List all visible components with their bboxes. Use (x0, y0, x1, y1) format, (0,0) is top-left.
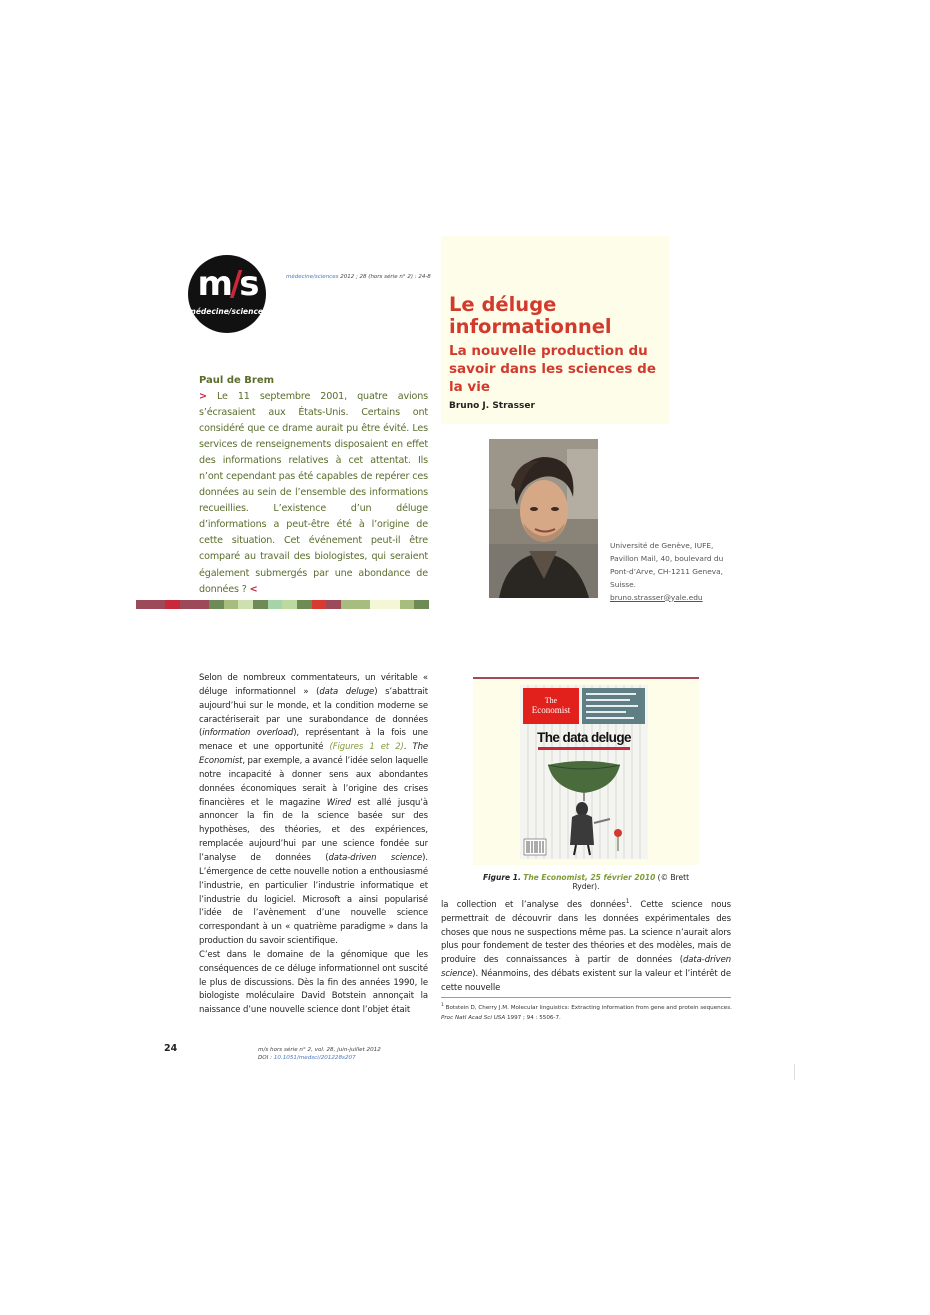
strip-segment (400, 600, 415, 609)
body-column-right: la collection et l’analyse des données$^1$. Cette science nous permettrait de découvrir dans les données expérimentales des choses que nous ne suspections même pas. La science n’aurait alors plus pour fondement de tester des théories et des modèles, mais de produire des connaissances à partir de données (data-driven science). Néanmoins, des débats existent sur la valeur et l’intérêt de cette nouvelle (441, 898, 731, 993)
affiliation-line: Université de Genève, IUFE, (610, 541, 714, 550)
article-subtitle: La nouvelle production du savoir dans les sciences de la vie (449, 343, 656, 395)
strip-segment (414, 600, 429, 609)
doi-link[interactable]: 10.1051/medsci/201228s207 (273, 1055, 356, 1061)
footnote-rule (441, 997, 731, 998)
abstract-text: > Le 11 septembre 2001, quatre avions s’écrasaient aux États-Unis. Certains ont considéré que ce drame aurait pu être évité. Les services de renseignements disposaient en effet des informations relatives à cet attentat. Ils n’ont cependant pas été capables de repérer ces données au sein de l’ensemble des informations recueillies. L’existence d’un déluge d’informations a peut-être été à l’origine de cette situation. Cet événement peut-il être comparé au travail des biologistes, qui seraient également submergés par une abondance de données ? < (199, 391, 428, 595)
strip-segment (370, 600, 385, 609)
page-number: 24 (164, 1043, 178, 1054)
footnote-marker[interactable]: 1 (625, 898, 630, 905)
footnote: $^1$ Botstein D, Cherry J.M. Molecular linguistics: Extracting information from gene and protein sequences. Proc Natl Acad Sci USA 1997 ; 94 : 5506-7. (441, 1003, 732, 1022)
article-title: Le déluge informationnel (449, 293, 612, 338)
strip-segment (297, 600, 312, 609)
body-column-left (199, 672, 428, 1018)
strip-segment (180, 600, 195, 609)
strip-segment (136, 600, 151, 609)
footer-issue: m/s hors série n° 2, vol. 28, juin-juillet 2012 (258, 1047, 381, 1053)
affiliation-line: Pavillon Mail, 40, boulevard du (610, 553, 724, 563)
strip-segment (312, 600, 327, 609)
abstract-author: Paul de Brem (199, 375, 275, 386)
strip-segment (165, 600, 180, 609)
economist-cover-image (520, 685, 648, 859)
strip-segment (195, 600, 210, 609)
strip-segment (282, 600, 297, 609)
author-email-link[interactable]: bruno.strasser@yale.edu (610, 592, 703, 602)
logo-subtitle: médecine/sciences (188, 307, 268, 316)
strip-segment (224, 600, 239, 609)
strip-segment (268, 600, 283, 609)
strip-segment (253, 600, 268, 609)
cover-title: The data deluge (537, 730, 631, 745)
margin-rule (794, 1064, 795, 1080)
figure-reference-link[interactable]: (Figures 1 et 2) (329, 742, 404, 753)
affiliation-line: Suisse. (610, 579, 637, 589)
cover-brand-line: Economist (531, 705, 571, 715)
strip-segment (385, 600, 400, 609)
journal-reference: médecine/sciences 2012 ; 28 (hors série n° 2) : 24-8 (286, 274, 431, 280)
cover-brand-line: The (544, 696, 558, 705)
author-affiliation (610, 540, 730, 605)
strip-segment (341, 600, 356, 609)
strip-segment (151, 600, 166, 609)
strip-segment (238, 600, 253, 609)
author-photo (489, 439, 598, 598)
decorative-color-strip (136, 600, 429, 609)
journal-logo (188, 255, 266, 333)
footer-doi: DOI : 10.1051/medsci/201228s207 (258, 1055, 356, 1061)
page-footer (258, 1046, 381, 1062)
figure-caption: Figure 1. The Economist, 25 février 2010 (© Brett Ryder). (482, 873, 690, 891)
paragraph: Selon de nombreux commentateurs, un véritable « déluge informationnel » (data deluge) s’abattrait aujourd’hui sur le monde, et la condition moderne se caractériserait par une surabondance de données (information overload), représentant à la fois une menace et une opportunité (Figures 1 et 2). The Economist, par exemple, a avancé l’idée selon laquelle notre incapacité à donner sens aux abondantes données économiques serait à l’origine des crises financières et le magazine Wired est allé jusqu’à annoncer la fin de la science basée sur des hypothèses, des théories, et des expériences, remplacée aujourd’hui par une science fondée sur l’analyse de données (data-driven science). L’émergence de cette nouvelle notion a enthousiasmé l’industrie, en particulier l’industrie informatique et l’industrie du logiciel. Microsoft a ainsi popularisé l’idée de l’avènement d’une nouvelle science correspondant à un « quatrième paradigme » dans la production du savoir scientifique. (199, 673, 429, 947)
strip-segment (209, 600, 224, 609)
paragraph: C’est dans le domaine de la génomique que les conséquences de ce déluge informationnel ont suscité le plus de discussions. Dès la fin des années 1990, le biologiste moléculaire David Botstein annonçait la naissance d’une nouvelle science dont l’objet était (199, 949, 428, 1016)
affiliation-line: Pont-d’Arve, CH-1211 Geneva, (610, 566, 724, 576)
strip-segment (356, 600, 371, 609)
article-author: Bruno J. Strasser (449, 401, 535, 411)
strip-segment (326, 600, 341, 609)
logo-mark: m/s (197, 264, 257, 304)
